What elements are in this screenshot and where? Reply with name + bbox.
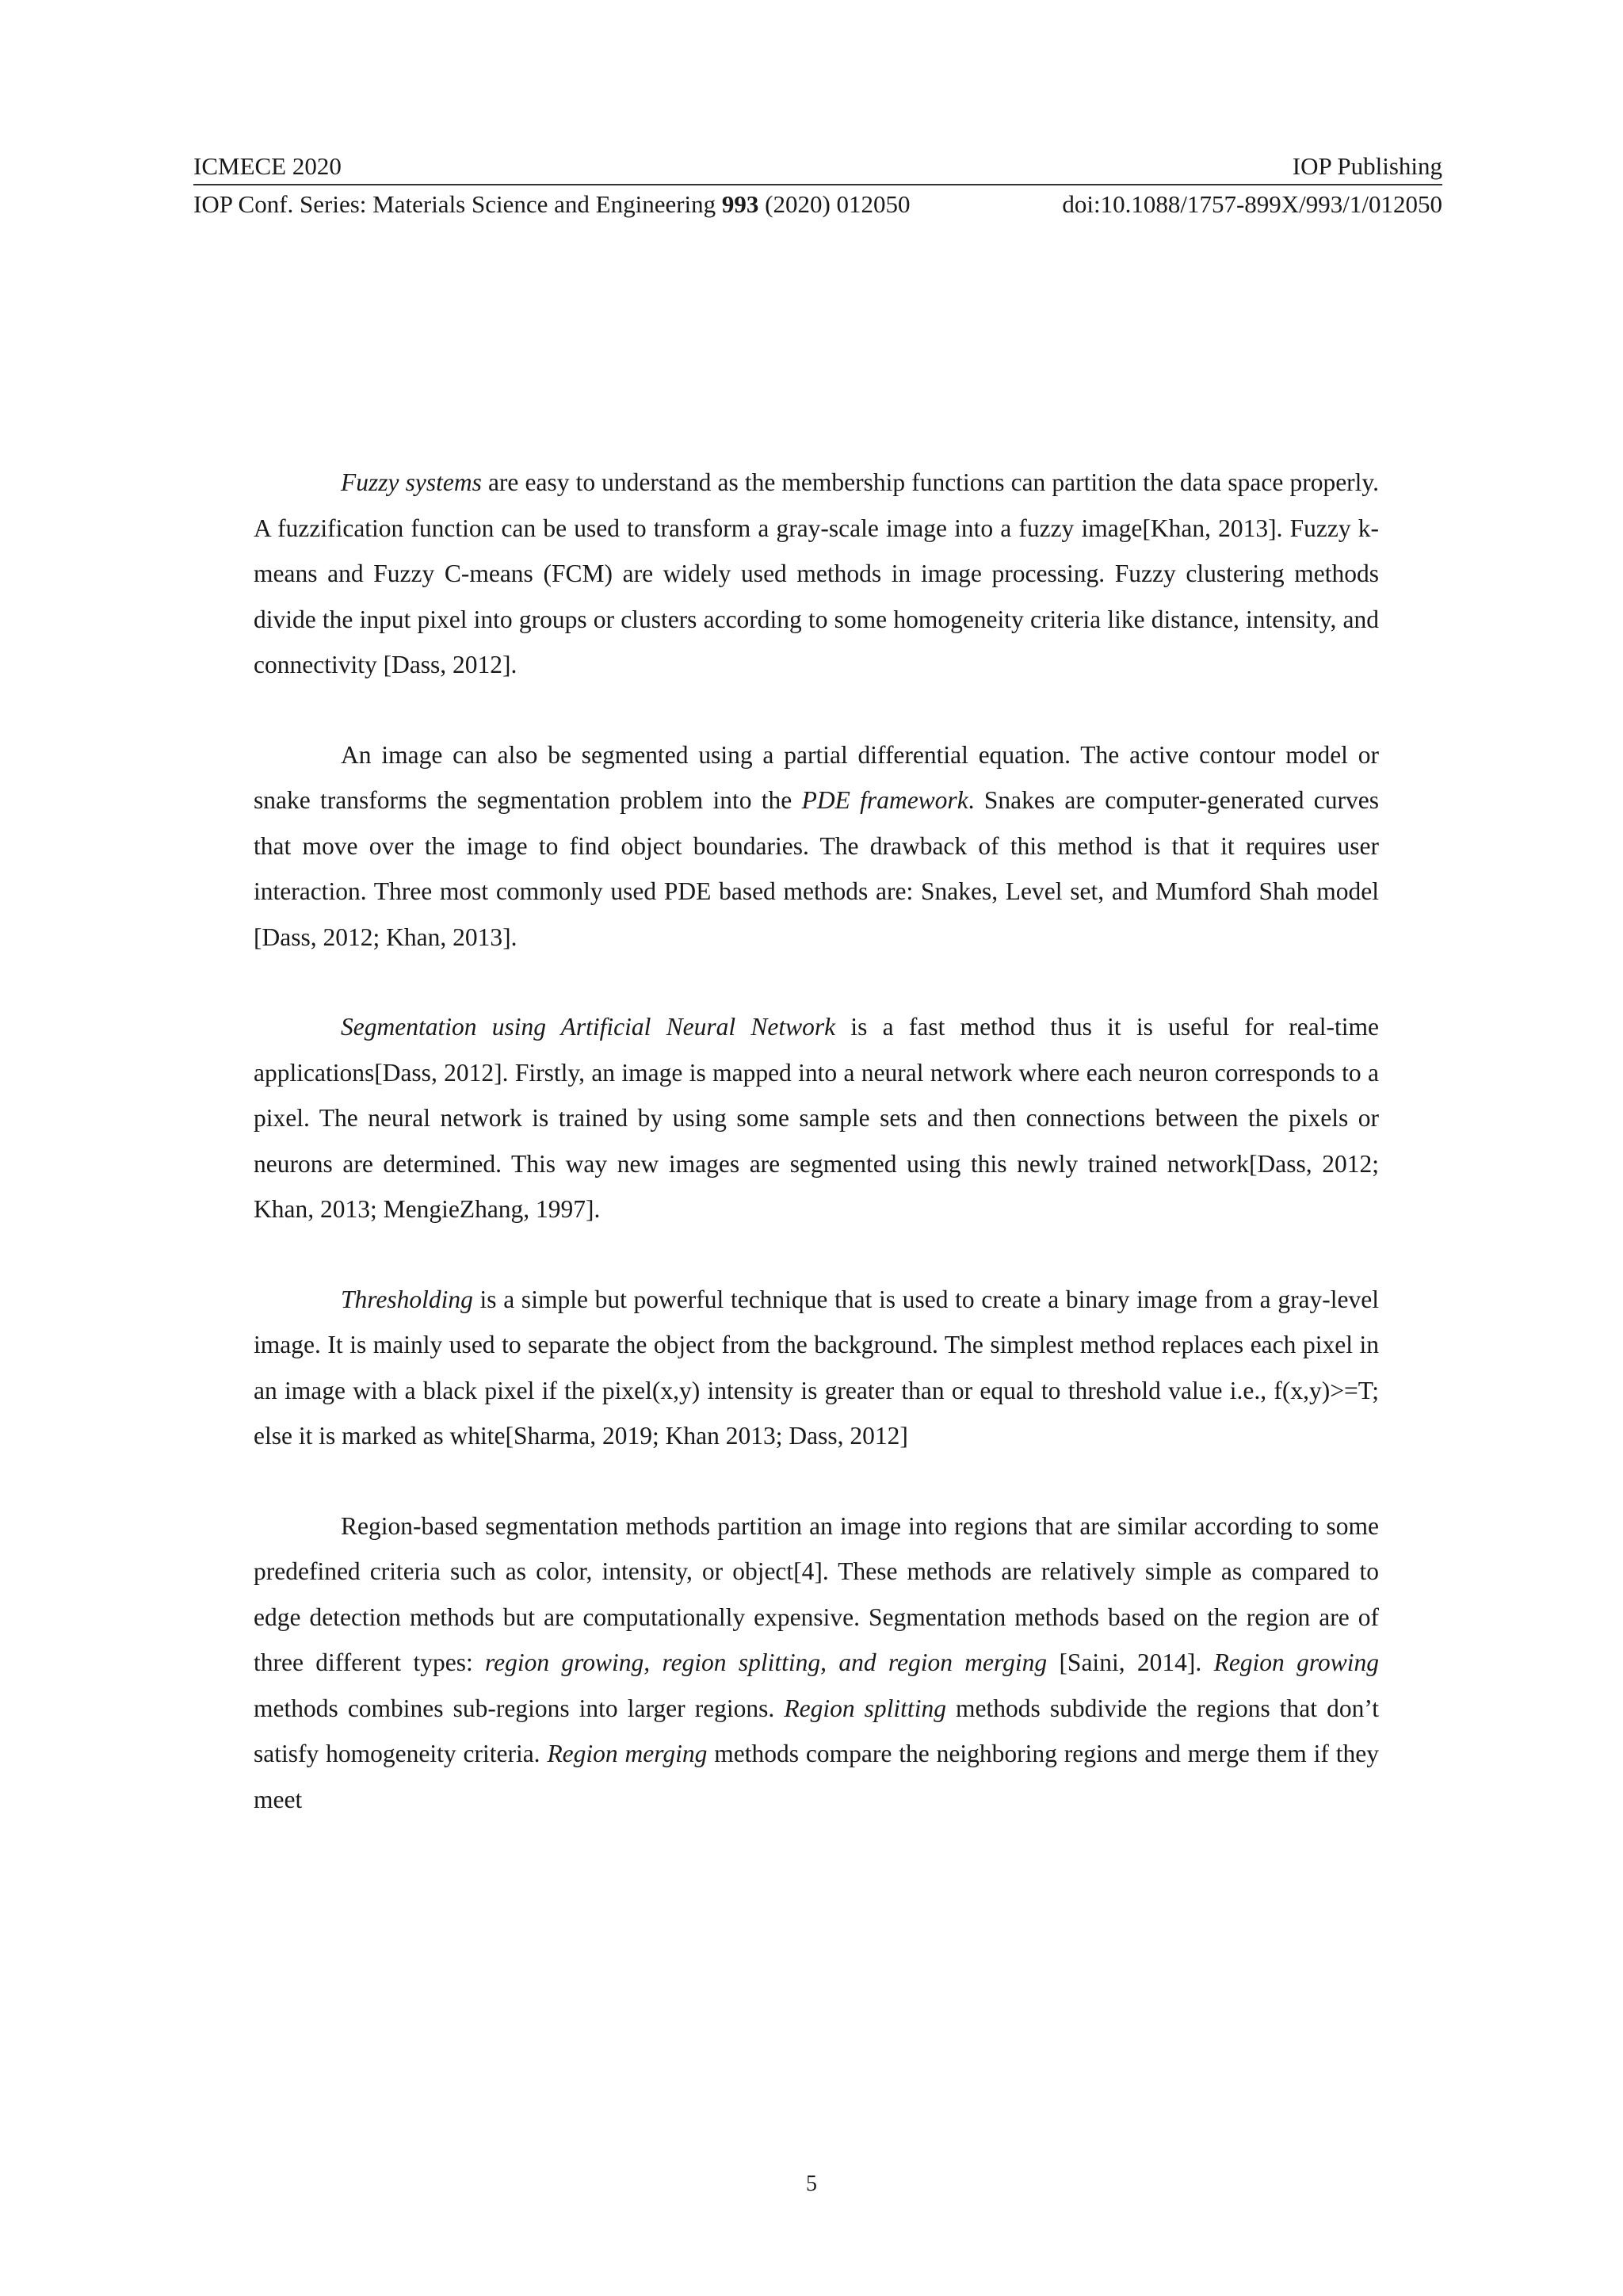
italic-text: region growing, region splitting, and region merging <box>485 1648 1048 1676</box>
running-header <box>193 151 1442 220</box>
paragraph-thresholding <box>254 1277 1379 1459</box>
header-top-row <box>193 151 1442 185</box>
body-text-run: [Saini, 2014]. <box>1047 1648 1214 1676</box>
paragraph-fuzzy-systems <box>254 460 1379 688</box>
publisher-name: IOP Publishing <box>1292 152 1442 180</box>
body-text-run: is a simple but powerful technique that is used to create a binary image from a gray-level image. It is mainly used to separate the object from the background. The simplest method replaces each pixel in an image with a black pixel if the pixel(x,y) intensity is greater than or equal to threshold value i.e., f(x,y)>=T; else it is marked as white[Sharma, 2019; Khan 2013; Dass, 2012] <box>254 1285 1379 1450</box>
paragraph-region-based <box>254 1503 1379 1823</box>
body-text-run: are easy to understand as the membership functions can partition the data space properly. A fuzzification function can be used to transform a gray-scale image into a fuzzy image[Khan, 2013]. Fuzzy k-means and Fuzzy C-means (FCM) are widely used methods in image processing. Fuzzy clustering methods divide the input pixel into groups or clusters according to some homogeneity criteria like distance, intensity, and connectivity [Dass, 2012]. <box>254 468 1379 678</box>
series-suffix: (2020) 012050 <box>758 190 911 218</box>
body-text-run: methods compare the neighboring regions and merge them if they meet <box>254 1740 1379 1813</box>
volume-number: 993 <box>721 190 759 218</box>
body-text-run: methods combines sub-regions into larger regions. <box>254 1694 785 1722</box>
body-text <box>254 460 1379 1822</box>
body-text-run: . Snakes are computer-generated curves that move over the image to find object boundaries. The drawback of this method is that it requires user interaction. Three most commonly used PDE based methods are: Snakes, Level set, and Mumford Shah model [Dass, 2012; Khan, 2013]. <box>254 786 1379 951</box>
italic-text: Segmentation using Artificial Neural Network <box>341 1013 836 1041</box>
italic-text: PDE framework <box>801 786 968 814</box>
series-citation <box>193 189 911 220</box>
body-text-run: is a fast method thus it is useful for real-time applications[Dass, 2012]. Firstly, an image is mapped into a neural network where each neuron corresponds to a pixel. The neural network is trained by using some sample sets and then connections between the pixels or neurons are determined. This way new images are segmented using this newly trained network[Dass, 2012; Khan, 2013; MengieZhang, 1997]. <box>254 1013 1379 1223</box>
page-number: 5 <box>806 2172 817 2196</box>
italic-text: Thresholding <box>341 1285 473 1313</box>
doi-link[interactable]: doi:10.1088/1757-899X/993/1/012050 <box>1062 190 1442 218</box>
body-text-run: methods subdivide the regions that don’t satisfy homogeneity criteria. <box>254 1694 1380 1767</box>
paragraph-ann <box>254 1004 1379 1232</box>
body-text-run: Region-based segmentation methods partition an image into regions that are similar according to some predefined criteria such as color, intensity, or object[4]. These methods are relatively simple as compared to edge detection methods but are computationally expensive. Segmentation methods based on the region are of three different types: <box>254 1511 1379 1676</box>
italic-text: Fuzzy systems <box>341 468 482 496</box>
conference-name: ICMECE 2020 <box>193 152 342 180</box>
header-citation-row <box>193 189 1442 220</box>
italic-text: Region splitting <box>784 1694 946 1722</box>
italic-text: Region merging <box>547 1740 708 1767</box>
series-prefix: IOP Conf. Series: Materials Science and Engineering <box>193 190 722 218</box>
italic-text: Region growing <box>1213 1648 1379 1676</box>
body-text-run: An image can also be segmented using a partial differential equation. The active contour model or snake transforms the segmentation problem into the <box>254 740 1379 814</box>
paragraph-pde <box>254 732 1379 961</box>
